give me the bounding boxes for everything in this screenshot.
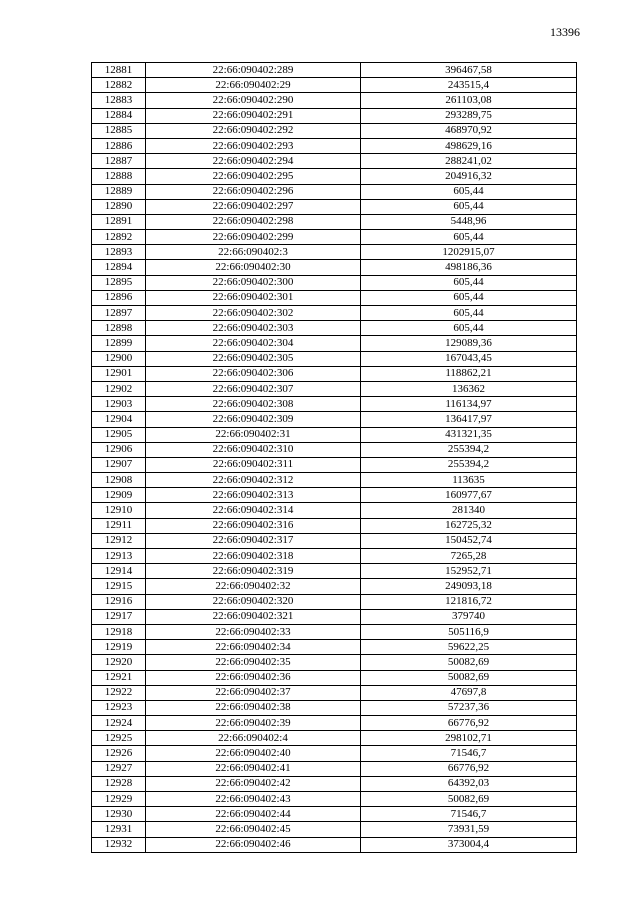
cadastral-value-cell: 468970,92 — [361, 123, 577, 138]
cadastral-number-cell: 22:66:090402:292 — [146, 123, 361, 138]
cadastral-number-cell: 22:66:090402:316 — [146, 518, 361, 533]
cadastral-value-cell: 255394,2 — [361, 457, 577, 472]
row-number-cell: 12924 — [92, 716, 146, 731]
cadastral-value-cell: 255394,2 — [361, 442, 577, 457]
cadastral-value-cell: 431321,35 — [361, 427, 577, 442]
cadastral-value-cell: 288241,02 — [361, 154, 577, 169]
cadastral-value-cell: 605,44 — [361, 321, 577, 336]
row-number-cell: 12887 — [92, 154, 146, 169]
cadastral-value-cell: 50082,69 — [361, 792, 577, 807]
row-number-cell: 12917 — [92, 609, 146, 624]
cadastral-number-cell: 22:66:090402:291 — [146, 108, 361, 123]
table-row — [92, 579, 577, 594]
table-row — [92, 473, 577, 488]
cadastral-number-cell: 22:66:090402:319 — [146, 564, 361, 579]
table-row — [92, 306, 577, 321]
row-number-cell: 12929 — [92, 792, 146, 807]
cadastral-value-cell: 152952,71 — [361, 564, 577, 579]
table-row — [92, 63, 577, 78]
row-number-cell: 12918 — [92, 624, 146, 639]
table-row — [92, 837, 577, 852]
table-row — [92, 564, 577, 579]
cadastral-value-cell: 71546,7 — [361, 746, 577, 761]
table-row — [92, 78, 577, 93]
cadastral-value-cell: 204916,32 — [361, 169, 577, 184]
table-row — [92, 533, 577, 548]
table-row — [92, 275, 577, 290]
table-row — [92, 670, 577, 685]
cadastral-number-cell: 22:66:090402:297 — [146, 199, 361, 214]
row-number-cell: 12914 — [92, 564, 146, 579]
cadastral-number-cell: 22:66:090402:42 — [146, 776, 361, 791]
cadastral-number-cell: 22:66:090402:45 — [146, 822, 361, 837]
row-number-cell: 12919 — [92, 640, 146, 655]
table-row — [92, 381, 577, 396]
cadastral-value-cell: 605,44 — [361, 290, 577, 305]
cadastral-number-cell: 22:66:090402:35 — [146, 655, 361, 670]
table-row — [92, 184, 577, 199]
cadastral-number-cell: 22:66:090402:40 — [146, 746, 361, 761]
cadastral-value-cell: 281340 — [361, 503, 577, 518]
cadastral-value-cell: 59622,25 — [361, 640, 577, 655]
cadastral-number-cell: 22:66:090402:305 — [146, 351, 361, 366]
row-number-cell: 12890 — [92, 199, 146, 214]
table-row — [92, 351, 577, 366]
table-row — [92, 716, 577, 731]
cadastral-number-cell: 22:66:090402:308 — [146, 397, 361, 412]
table-row — [92, 108, 577, 123]
table-row — [92, 260, 577, 275]
cadastral-number-cell: 22:66:090402:36 — [146, 670, 361, 685]
row-number-cell: 12909 — [92, 488, 146, 503]
row-number-cell: 12916 — [92, 594, 146, 609]
table-row — [92, 624, 577, 639]
table-row — [92, 594, 577, 609]
table-row — [92, 397, 577, 412]
row-number-cell: 12921 — [92, 670, 146, 685]
table-row — [92, 442, 577, 457]
cadastral-number-cell: 22:66:090402:300 — [146, 275, 361, 290]
table-row — [92, 792, 577, 807]
cadastral-number-cell: 22:66:090402:318 — [146, 549, 361, 564]
table-row — [92, 549, 577, 564]
cadastral-value-cell: 118862,21 — [361, 366, 577, 381]
cadastral-value-cell: 605,44 — [361, 230, 577, 245]
row-number-cell: 12905 — [92, 427, 146, 442]
cadastral-number-cell: 22:66:090402:321 — [146, 609, 361, 624]
table-row — [92, 199, 577, 214]
cadastral-number-cell: 22:66:090402:3 — [146, 245, 361, 260]
row-number-cell: 12894 — [92, 260, 146, 275]
row-number-cell: 12931 — [92, 822, 146, 837]
row-number-cell: 12922 — [92, 685, 146, 700]
row-number-cell: 12923 — [92, 700, 146, 715]
page-number: 13396 — [550, 25, 580, 39]
cadastral-value-cell: 498629,16 — [361, 138, 577, 153]
table-row — [92, 640, 577, 655]
table-row — [92, 154, 577, 169]
row-number-cell: 12881 — [92, 63, 146, 78]
cadastral-number-cell: 22:66:090402:41 — [146, 761, 361, 776]
row-number-cell: 12920 — [92, 655, 146, 670]
cadastral-number-cell: 22:66:090402:289 — [146, 63, 361, 78]
row-number-cell: 12902 — [92, 381, 146, 396]
table-row — [92, 609, 577, 624]
row-number-cell: 12927 — [92, 761, 146, 776]
table-row — [92, 412, 577, 427]
table-row — [92, 746, 577, 761]
cadastral-number-cell: 22:66:090402:312 — [146, 473, 361, 488]
table-row — [92, 822, 577, 837]
cadastral-number-cell: 22:66:090402:309 — [146, 412, 361, 427]
cadastral-value-cell: 129089,36 — [361, 336, 577, 351]
cadastral-number-cell: 22:66:090402:30 — [146, 260, 361, 275]
cadastral-value-cell: 379740 — [361, 609, 577, 624]
table-row — [92, 457, 577, 472]
cadastral-number-cell: 22:66:090402:46 — [146, 837, 361, 852]
cadastral-number-cell: 22:66:090402:33 — [146, 624, 361, 639]
cadastral-value-cell: 5448,96 — [361, 214, 577, 229]
row-number-cell: 12903 — [92, 397, 146, 412]
table-row — [92, 336, 577, 351]
cadastral-value-cell: 605,44 — [361, 184, 577, 199]
cadastral-number-cell: 22:66:090402:306 — [146, 366, 361, 381]
cadastral-number-cell: 22:66:090402:38 — [146, 700, 361, 715]
cadastral-value-cell: 64392,03 — [361, 776, 577, 791]
row-number-cell: 12895 — [92, 275, 146, 290]
table-row — [92, 731, 577, 746]
table-row — [92, 503, 577, 518]
cadastral-number-cell: 22:66:090402:310 — [146, 442, 361, 457]
cadastral-number-cell: 22:66:090402:44 — [146, 807, 361, 822]
cadastral-number-cell: 22:66:090402:299 — [146, 230, 361, 245]
cadastral-value-cell: 73931,59 — [361, 822, 577, 837]
cadastral-number-cell: 22:66:090402:4 — [146, 731, 361, 746]
row-number-cell: 12882 — [92, 78, 146, 93]
cadastral-number-cell: 22:66:090402:304 — [146, 336, 361, 351]
cadastral-value-cell: 71546,7 — [361, 807, 577, 822]
cadastral-value-cell: 121816,72 — [361, 594, 577, 609]
cadastral-number-cell: 22:66:090402:43 — [146, 792, 361, 807]
row-number-cell: 12912 — [92, 533, 146, 548]
cadastral-number-cell: 22:66:090402:320 — [146, 594, 361, 609]
cadastral-number-cell: 22:66:090402:34 — [146, 640, 361, 655]
cadastral-number-cell: 22:66:090402:303 — [146, 321, 361, 336]
cadastral-number-cell: 22:66:090402:317 — [146, 533, 361, 548]
row-number-cell: 12883 — [92, 93, 146, 108]
table-row — [92, 488, 577, 503]
table-row — [92, 700, 577, 715]
row-number-cell: 12925 — [92, 731, 146, 746]
row-number-cell: 12913 — [92, 549, 146, 564]
cadastral-value-cell: 162725,32 — [361, 518, 577, 533]
table-row — [92, 169, 577, 184]
cadastral-value-cell: 505116,9 — [361, 624, 577, 639]
cadastral-value-table — [91, 62, 577, 853]
row-number-cell: 12885 — [92, 123, 146, 138]
cadastral-number-cell: 22:66:090402:29 — [146, 78, 361, 93]
cadastral-number-cell: 22:66:090402:307 — [146, 381, 361, 396]
cadastral-value-cell: 66776,92 — [361, 716, 577, 731]
cadastral-number-cell: 22:66:090402:296 — [146, 184, 361, 199]
cadastral-value-cell: 243515,4 — [361, 78, 577, 93]
cadastral-value-cell: 396467,58 — [361, 63, 577, 78]
row-number-cell: 12904 — [92, 412, 146, 427]
cadastral-number-cell: 22:66:090402:302 — [146, 306, 361, 321]
table-row — [92, 245, 577, 260]
row-number-cell: 12906 — [92, 442, 146, 457]
cadastral-number-cell: 22:66:090402:298 — [146, 214, 361, 229]
cadastral-value-cell: 136362 — [361, 381, 577, 396]
cadastral-number-cell: 22:66:090402:311 — [146, 457, 361, 472]
row-number-cell: 12896 — [92, 290, 146, 305]
row-number-cell: 12897 — [92, 306, 146, 321]
table-row — [92, 655, 577, 670]
cadastral-value-cell: 113635 — [361, 473, 577, 488]
cadastral-value-cell: 7265,28 — [361, 549, 577, 564]
cadastral-value-cell: 293289,75 — [361, 108, 577, 123]
row-number-cell: 12891 — [92, 214, 146, 229]
cadastral-value-cell: 160977,67 — [361, 488, 577, 503]
cadastral-value-cell: 605,44 — [361, 199, 577, 214]
row-number-cell: 12889 — [92, 184, 146, 199]
table-row — [92, 321, 577, 336]
cadastral-number-cell: 22:66:090402:295 — [146, 169, 361, 184]
cadastral-value-cell: 136417,97 — [361, 412, 577, 427]
cadastral-value-cell: 116134,97 — [361, 397, 577, 412]
row-number-cell: 12911 — [92, 518, 146, 533]
cadastral-value-cell: 50082,69 — [361, 655, 577, 670]
row-number-cell: 12884 — [92, 108, 146, 123]
table-row — [92, 123, 577, 138]
row-number-cell: 12893 — [92, 245, 146, 260]
cadastral-value-cell: 66776,92 — [361, 761, 577, 776]
cadastral-value-cell: 50082,69 — [361, 670, 577, 685]
row-number-cell: 12886 — [92, 138, 146, 153]
cadastral-value-cell: 498186,36 — [361, 260, 577, 275]
cadastral-value-cell: 57237,36 — [361, 700, 577, 715]
table-row — [92, 761, 577, 776]
table-row — [92, 807, 577, 822]
cadastral-number-cell: 22:66:090402:313 — [146, 488, 361, 503]
table-row — [92, 93, 577, 108]
table-row — [92, 518, 577, 533]
cadastral-number-cell: 22:66:090402:290 — [146, 93, 361, 108]
row-number-cell: 12908 — [92, 473, 146, 488]
cadastral-value-cell: 261103,08 — [361, 93, 577, 108]
cadastral-value-cell: 298102,71 — [361, 731, 577, 746]
row-number-cell: 12926 — [92, 746, 146, 761]
row-number-cell: 12900 — [92, 351, 146, 366]
table-row — [92, 685, 577, 700]
cadastral-number-cell: 22:66:090402:32 — [146, 579, 361, 594]
cadastral-value-cell: 605,44 — [361, 306, 577, 321]
cadastral-number-cell: 22:66:090402:39 — [146, 716, 361, 731]
table-row — [92, 214, 577, 229]
cadastral-number-cell: 22:66:090402:294 — [146, 154, 361, 169]
row-number-cell: 12892 — [92, 230, 146, 245]
cadastral-value-cell: 1202915,07 — [361, 245, 577, 260]
table-row — [92, 776, 577, 791]
row-number-cell: 12932 — [92, 837, 146, 852]
row-number-cell: 12907 — [92, 457, 146, 472]
table-row — [92, 290, 577, 305]
cadastral-value-cell: 47697,8 — [361, 685, 577, 700]
table-row — [92, 230, 577, 245]
cadastral-value-cell: 167043,45 — [361, 351, 577, 366]
row-number-cell: 12898 — [92, 321, 146, 336]
row-number-cell: 12915 — [92, 579, 146, 594]
cadastral-number-cell: 22:66:090402:301 — [146, 290, 361, 305]
cadastral-number-cell: 22:66:090402:31 — [146, 427, 361, 442]
cadastral-number-cell: 22:66:090402:293 — [146, 138, 361, 153]
row-number-cell: 12910 — [92, 503, 146, 518]
table-row — [92, 138, 577, 153]
cadastral-value-cell: 605,44 — [361, 275, 577, 290]
cadastral-value-cell: 249093,18 — [361, 579, 577, 594]
cadastral-value-cell: 150452,74 — [361, 533, 577, 548]
table-row — [92, 366, 577, 381]
row-number-cell: 12901 — [92, 366, 146, 381]
cadastral-value-cell: 373004,4 — [361, 837, 577, 852]
row-number-cell: 12930 — [92, 807, 146, 822]
row-number-cell: 12928 — [92, 776, 146, 791]
cadastral-number-cell: 22:66:090402:37 — [146, 685, 361, 700]
row-number-cell: 12899 — [92, 336, 146, 351]
table-body — [92, 63, 577, 853]
row-number-cell: 12888 — [92, 169, 146, 184]
table-row — [92, 427, 577, 442]
cadastral-number-cell: 22:66:090402:314 — [146, 503, 361, 518]
